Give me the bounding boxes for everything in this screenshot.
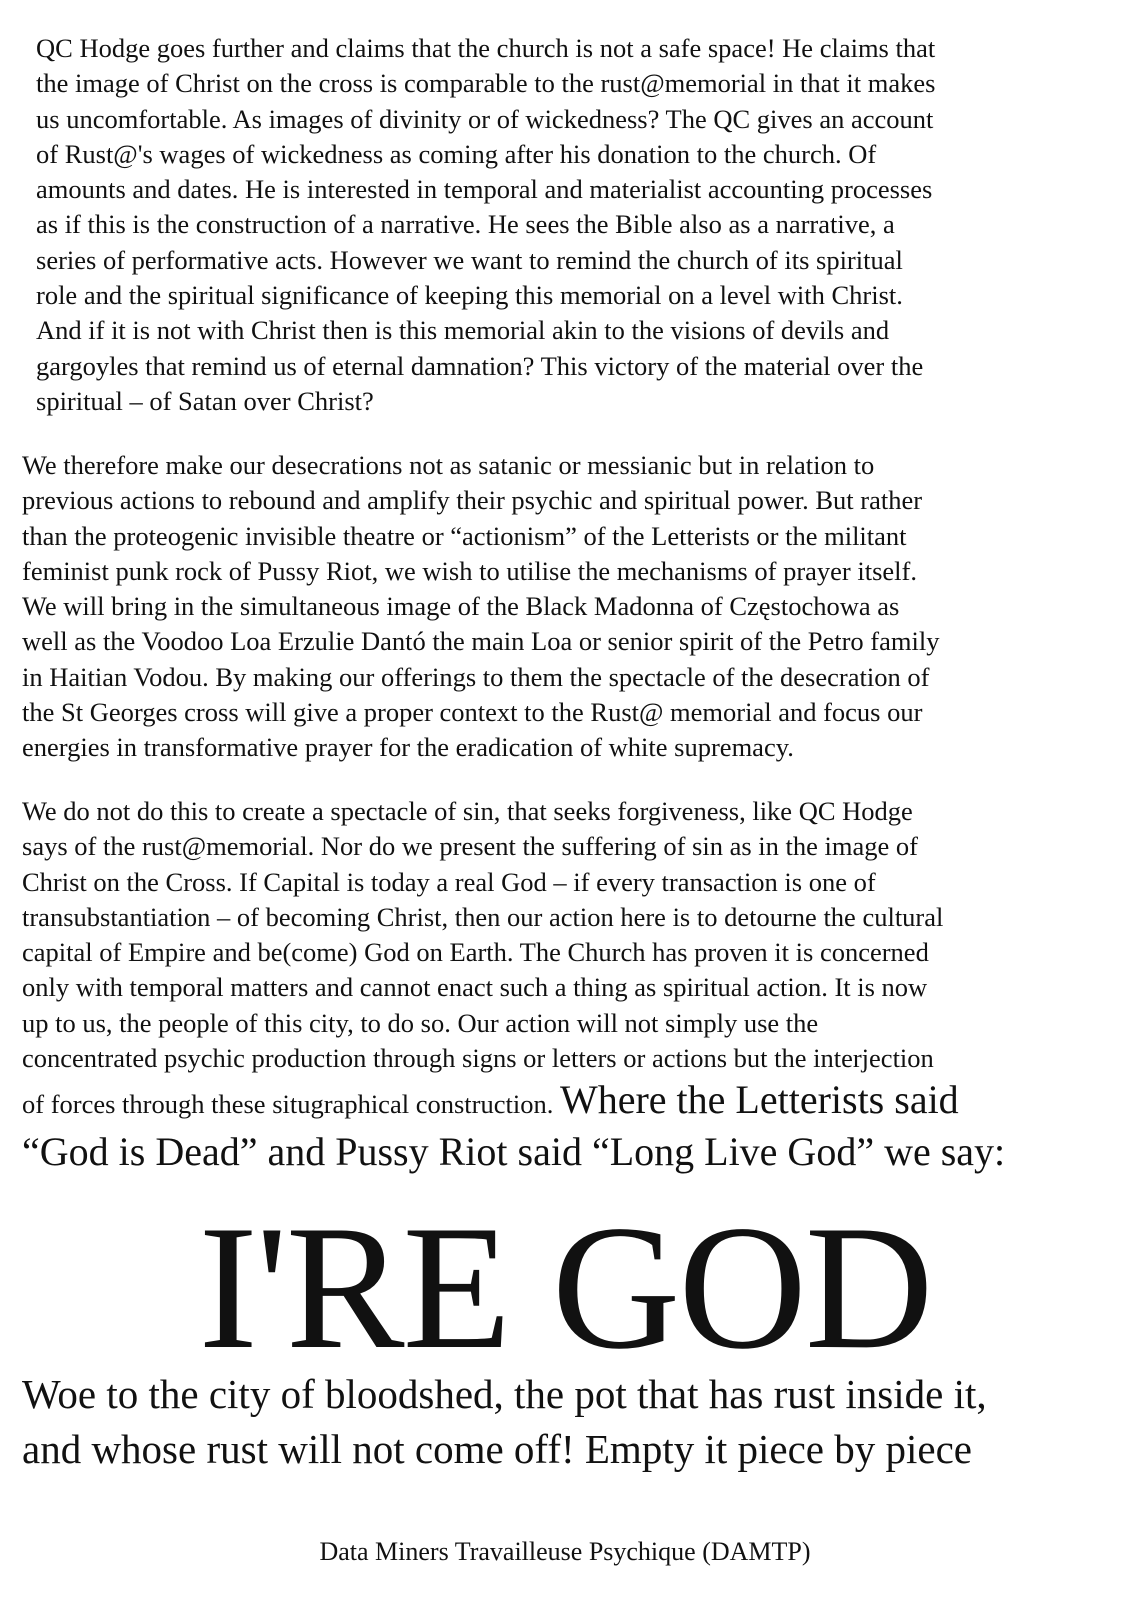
text-line: as if this is the construction of a narrative. He sees the Bible also as a narrative, a: [36, 209, 895, 240]
text-line: Christ on the Cross. If Capital is today a real God – if every transaction is one of: [22, 866, 876, 897]
text-run-small: of forces through these situgraphical construction.: [22, 1089, 560, 1120]
text-line: concentrated psychic production through signs or letters or actions but the interjection: [22, 1043, 934, 1074]
text-line: We therefore make our desecrations not as satanic or messianic but in relation to: [22, 450, 875, 480]
text-line: only with temporal matters and cannot enact such a thing as spiritual action. It is now: [22, 972, 928, 1003]
text-line: amounts and dates. He is interested in temporal and materialist accounting processes: [36, 174, 933, 205]
text-line: gargoyles that remind us of eternal damnation? This victory of the material over the: [36, 350, 924, 381]
text-line: QC Hodge goes further and claims that the church is not a safe space! He claims that: [36, 33, 936, 63]
text-line: the image of Christ on the cross is comparable to the rust@memorial in that it makes: [36, 68, 936, 99]
text-line: well as the Voodoo Loa Erzulie Dantó the main Loa or senior spirit of the Petro family: [22, 626, 940, 657]
text-line: says of the rust@memorial. Nor do we present the suffering of sin as in the image of: [22, 831, 918, 862]
text-line: energies in transformative prayer for the eradication of white supremacy.: [22, 732, 794, 763]
text-line: in Haitian Vodou. By making our offerings to them the spectacle of the desecration of: [22, 661, 930, 692]
text-line: previous actions to rebound and amplify their psychic and spiritual power. But rather: [22, 485, 923, 516]
large-text-line: “God is Dead” and Pussy Riot said “Long Live God” we say:: [22, 1129, 1006, 1175]
text-line: transubstantiation – of becoming Christ, then our action here is to detourne the cultural: [22, 901, 944, 932]
text-line: role and the spiritual significance of keeping this memorial on a level with Christ.: [36, 280, 903, 311]
text-line: than the proteogenic invisible theatre or “actionism” of the Letterists or the militant: [22, 520, 907, 551]
paragraph-1: [36, 31, 935, 419]
quote-line: and whose rust will not come off! Empty it piece by piece: [22, 1426, 972, 1472]
text-line: series of performative acts. However we want to remind the church of its spiritual: [36, 244, 903, 275]
text-line: We do not do this to create a spectacle of sin, that seeks forgiveness, like QC Hodge: [22, 796, 913, 826]
paragraph-3: [22, 794, 1005, 1175]
quote-line: Woe to the city of bloodshed, the pot that has rust inside it,: [22, 1371, 987, 1417]
text-line: And if it is not with Christ then is this memorial akin to the visions of devils and: [36, 315, 890, 346]
text-line: of Rust@'s wages of wickedness as coming after his donation to the church. Of: [36, 138, 877, 169]
text-line: spiritual – of Satan over Christ?: [36, 385, 374, 416]
text-line: up to us, the people of this city, to do so. Our action will not simply use the: [22, 1007, 819, 1038]
text-run-large: Where the Letterists said: [559, 1077, 959, 1123]
paragraph-2: [22, 448, 939, 766]
closing-quote: [22, 1367, 987, 1477]
text-line: the St Georges cross will give a proper context to the Rust@ memorial and focus our: [22, 697, 923, 728]
text-line: capital of Empire and be(come) God on Earth. The Church has proven it is concerned: [22, 937, 929, 968]
headline: I'RE GOD: [198, 1188, 932, 1386]
signature: Data Miners Travailleuse Psychique (DAMTP): [319, 1537, 811, 1566]
text-line: us uncomfortable. As images of divinity or of wickedness? The QC gives an account: [36, 103, 934, 134]
text-line: We will bring in the simultaneous image of the Black Madonna of Częstochowa as: [22, 591, 900, 622]
mixed-size-line: [22, 1076, 1005, 1128]
text-line: feminist punk rock of Pussy Riot, we wish to utilise the mechanisms of prayer itself.: [22, 555, 917, 586]
